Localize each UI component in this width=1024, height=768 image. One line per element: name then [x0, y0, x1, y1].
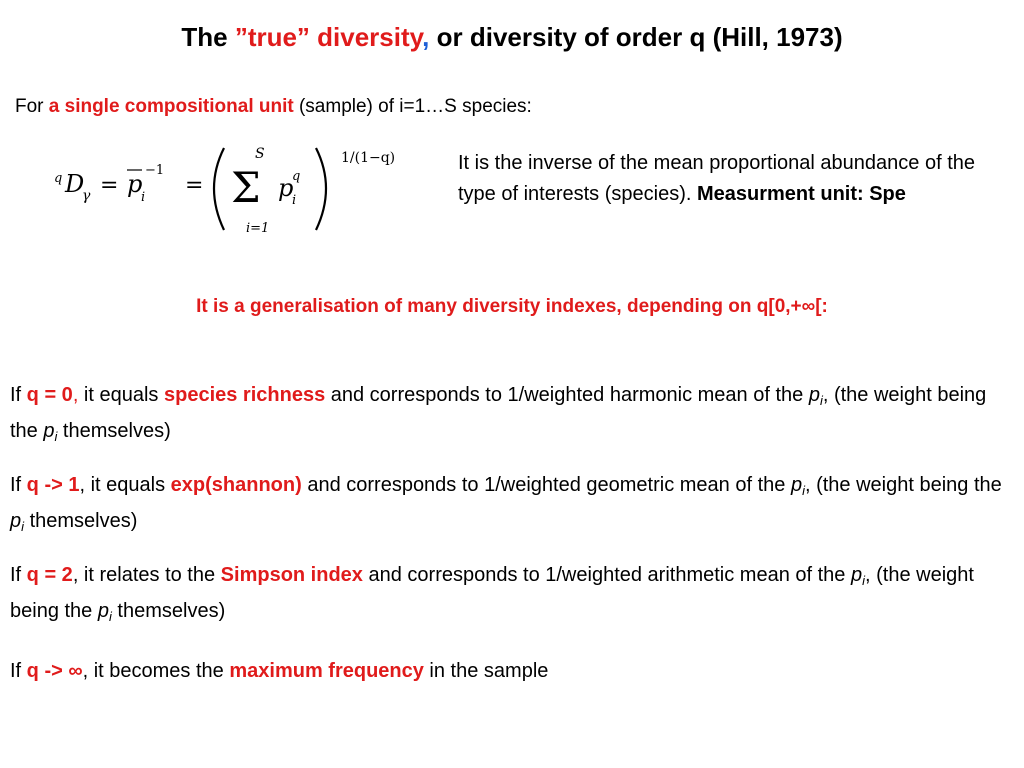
formula-explanation: It is the inverse of the mean proportional abundance of the type of interests (species). Measurment unit: Spe [458, 152, 976, 205]
index-species-richness: species richness [163, 384, 326, 406]
generalisation-statement: It is a generalisation of many diversity indexes, depending on q[0,+∞[: [196, 296, 828, 317]
formula-left-paren [214, 148, 224, 230]
formula-sum-bottom: i=1 [246, 221, 270, 236]
formula-p-sup: q [292, 169, 301, 184]
formula-pbar-sup: −1 [145, 163, 165, 178]
measurement-unit: Measurment unit: Spe [696, 183, 906, 205]
formula-p-sub: i [292, 193, 297, 208]
title-comma: , [422, 22, 430, 52]
formula-sum-top: S [255, 146, 265, 162]
formula-graphic [48, 140, 438, 240]
formula-eq1: = [100, 173, 119, 198]
case-q2: If q = 2, it relates to the Simpson index and corresponds to 1/weighted arithmetic mean of the $p_i$, (the weight being the $p_i$ themselves) [10, 564, 974, 624]
case-q0: If q = 0, it equals species richness and corresponds to 1/weighted harmonic mean of the $p_i$, (the weight being the $p_i$ themselves) [10, 384, 987, 444]
intro-line: For a single compositional unit (sample) of i=1…S species: [15, 96, 532, 117]
hill-formula [48, 140, 438, 240]
formula-sigma: Σ [231, 163, 261, 212]
intro-highlight: a single compositional unit [48, 96, 294, 117]
formula-p: p [278, 174, 294, 202]
slide-title: The ”true” diversity, or diversity of order q (Hill, 1973) [181, 22, 843, 52]
formula-outer-exp: 1/(1−q) [341, 150, 396, 166]
index-exp-shannon: exp(shannon) [170, 474, 302, 496]
title-true-diversity: ”true” diversity [234, 22, 423, 52]
formula-pbar: p [127, 170, 143, 198]
formula-lhs-sub: γ [82, 188, 91, 204]
formula-right-paren [316, 148, 326, 230]
formula-pbar-sub: i [141, 190, 146, 205]
formula-eq2: = [185, 173, 204, 198]
index-maximum-frequency: maximum frequency [229, 660, 424, 682]
case-q1: If q -> 1, it equals exp(shannon) and corresponds to 1/weighted geometric mean of the $p_i$, (the weight being the $p_i$ themselves) [10, 474, 1002, 534]
case-qinf: If q -> ∞, it becomes the maximum frequency in the sample [10, 660, 549, 682]
index-simpson: Simpson index [220, 564, 363, 586]
formula-lhs-d: D [65, 170, 85, 198]
formula-lhs-pre: q [54, 171, 63, 186]
